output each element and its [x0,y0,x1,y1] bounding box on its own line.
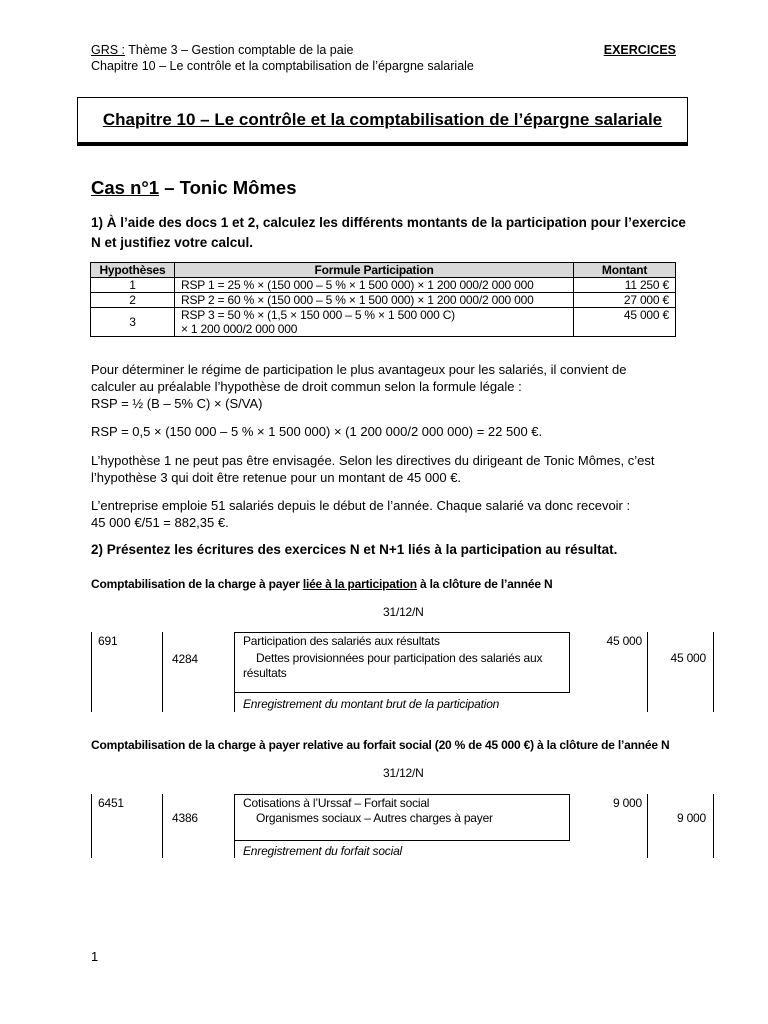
formula-rsp: RSP = ½ (B – 5% C) × (S/VA) [91,396,263,411]
journal-rule [234,794,235,858]
debit-label: Cotisations à l’Urssaf – Forfait social [243,796,430,810]
case-heading [91,177,296,199]
formula-cell: RSP 1 = 25 % × (150 000 – 5 % × 1 500 000) × 1 200 000/2 000 000 [174,278,573,293]
column-header-amount: Montant [574,263,676,278]
journal-rule [91,794,92,858]
journal-2-heading: Comptabilisation de la charge à payer relative au forfait social (20 % de 45 000 €) à la clôture de l’année N [91,738,670,752]
debit-amount: 9 000 [612,796,642,810]
journal-rule [234,692,570,693]
journal-1-heading-b: à la clôture de l’année N [416,577,553,591]
table-header-row [91,263,676,278]
journal-rule [647,632,648,712]
header-prefix: GRS : [91,43,126,57]
journal-memo: Enregistrement du forfait social [243,844,403,858]
journal-entry-2 [91,794,715,858]
journal-rule [569,632,570,692]
chapter-title: Chapitre 10 – Le contrôle et la comptabilisation de l’épargne salariale [102,110,663,129]
debit-account: 6451 [98,796,124,810]
credit-amount: 9 000 [676,811,706,825]
journal-rule [569,794,570,840]
credit-label: Organismes sociaux – Autres charges à payer [256,811,493,825]
amount-cell: 45 000 € [574,308,676,337]
amount-cell: 11 250 € [574,278,676,293]
paragraph-2: RSP = 0,5 × (150 000 – 5 % × 1 500 000) × (1 200 000/2 000 000) = 22 500 €. [91,424,543,439]
paragraph-3 [91,452,654,486]
header-theme: Thème 3 – Gestion comptable de la paie [125,43,354,57]
column-header-formula: Formule Participation [174,263,573,278]
running-header-line1 [91,43,353,58]
journal-1-heading-underlined: liée à la participation [302,577,417,591]
paragraph-1-line: Pour déterminer le régime de participation le plus avantageux pour les salariés, il convient de [91,362,627,377]
journal-entry-1 [91,632,715,712]
formula-cell: RSP 2 = 60 % × (150 000 – 5 % × 1 500 000) × 1 200 000/2 000 000 [174,293,573,308]
journal-rule [91,632,92,712]
paragraph-1-line: calculer au préalable l’hypothèse de droit commun selon la formule légale : [91,379,522,394]
journal-rule [713,632,714,712]
debit-label: Participation des salariés aux résultats [243,634,440,648]
table-row [91,293,676,308]
amount-cell: 27 000 € [574,293,676,308]
formula-line-1: RSP 3 = 50 % × (1,5 × 150 000 – 5 % × 1 500 000 C) [180,308,455,322]
hypothesis-cell: 2 [91,293,175,308]
column-header-hypotheses: Hypothèses [91,263,175,278]
credit-account: 4284 [172,652,198,666]
table-row [91,278,676,293]
credit-account: 4386 [172,811,198,825]
page-number: 1 [91,949,99,964]
paragraph-4-line: L’entreprise emploie 51 salariés depuis le début de l’année. Chaque salarié va donc recevoir : [91,498,631,513]
table-row [91,308,676,337]
journal-rule [162,794,163,858]
journal-rule [162,632,163,712]
credit-label-line2: résultats [243,666,287,680]
formula-cell [174,308,573,337]
case-name: – Tonic Mômes [159,177,297,198]
journal-1-heading [91,577,552,591]
running-header-right: EXERCICES [603,43,676,57]
journal-2-date: 31/12/N [383,766,424,780]
credit-amount: 45 000 [670,651,706,665]
paragraph-4 [91,497,630,531]
paragraph-4-line: 45 000 €/51 = 882,35 €. [91,515,229,530]
chapter-title-box [77,97,688,143]
paragraph-1 [91,361,626,412]
case-number: Cas n°1 [91,177,160,198]
journal-rule [234,632,235,712]
question-1: 1) À l’aide des docs 1 et 2, calculez les différents montants de la participation pour l’exercice N et justifiez votre calcul. [91,215,686,250]
hypothesis-cell: 1 [91,278,175,293]
journal-rule [647,794,648,858]
journal-1-date: 31/12/N [383,605,424,619]
credit-label-line1: Dettes provisionnées pour participation des salariés aux [256,651,543,665]
journal-rule [234,632,570,633]
journal-rule [713,794,714,858]
journal-1-heading-a: Comptabilisation de la charge à payer [91,577,303,591]
question-2: 2) Présentez les écritures des exercices N et N+1 liés à la participation au résultat. [91,542,618,557]
running-header-line2: Chapitre 10 – Le contrôle et la comptabilisation de l’épargne salariale [91,59,474,73]
paragraph-3-line: L’hypothèse 1 ne peut pas être envisagée. Selon les directives du dirigeant de Tonic Mômes, c’est [91,453,655,468]
formula-line-2: × 1 200 000/2 000 000 [180,322,298,336]
journal-rule [234,840,570,841]
paragraph-3-line: l’hypothèse 3 qui doit être retenue pour un montant de 45 000 €. [91,470,462,485]
hypothesis-cell: 3 [91,308,175,337]
debit-amount: 45 000 [606,634,642,648]
debit-account: 691 [98,634,118,648]
hypotheses-table [90,262,676,337]
journal-rule [234,794,570,795]
journal-memo: Enregistrement du montant brut de la participation [243,697,500,711]
